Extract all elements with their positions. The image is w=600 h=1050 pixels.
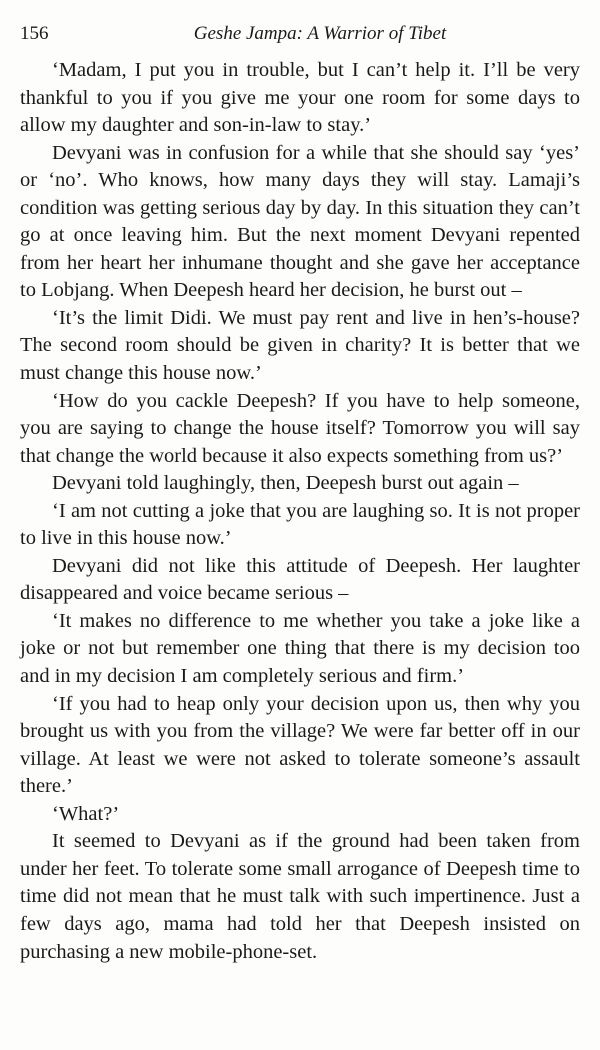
paragraph: Devyani did not like this attitude of Deepesh. Her laughter disappeared and voice became serious –	[20, 554, 580, 605]
paragraph: ‘It makes no difference to me whether you take a joke like a joke or not but remember one thing that there is my decision too and in my decision I am completely serious and firm.’	[20, 609, 580, 688]
paragraph: It seemed to Devyani as if the ground had been taken from under her feet. To tolerate some small arrogance of Deepesh time to time did not mean that he must talk with such impertinence. Just a few days ago, mama had told her that Deepesh insisted on purchasing a new mobile-phone-set.	[20, 830, 580, 963]
page-header	[20, 20, 580, 48]
paragraph: ‘Madam, I put you in trouble, but I can’t help it. I’ll be very thankful to you if you give me your one room for some days to allow my daughter and son-in-law to stay.’	[20, 59, 580, 137]
paragraph: ‘If you had to heap only your decision upon us, then why you brought us with you from the village? We were far better off in our village. At least we were not asked to tolerate someone’s assault there.’	[20, 692, 580, 798]
paragraph: ‘It’s the limit Didi. We must pay rent and live in hen’s-house? The second room should be given in charity? It is better that we must change this house now.’	[20, 306, 580, 385]
paragraph: ‘What?’	[52, 802, 120, 825]
paragraph: ‘How do you cackle Deepesh? If you have to help someone, you are saying to change the house itself? Tomorrow you will say that change the world because it also expects something from us?’	[20, 389, 580, 467]
body-text	[20, 57, 580, 966]
page-number: 156	[20, 23, 49, 44]
paragraph: Devyani told laughingly, then, Deepesh burst out again –	[52, 472, 519, 495]
running-title: Geshe Jampa: A Warrior of Tibet	[193, 23, 447, 44]
paragraph: Devyani was in confusion for a while that she should say ‘yes’ or ‘no’. Who knows, how many days they will stay. Lamaji’s condition was getting serious day by day. In this situation they can’t go at once leaving him. But the next moment Devyani repented from her heart her inhumane thought and she gave her acceptance to Lobjang. When Deepesh heard her decision, he burst out –	[20, 141, 580, 302]
paragraph: ‘I am not cutting a joke that you are laughing so. It is not proper to live in this house now.’	[20, 499, 580, 550]
